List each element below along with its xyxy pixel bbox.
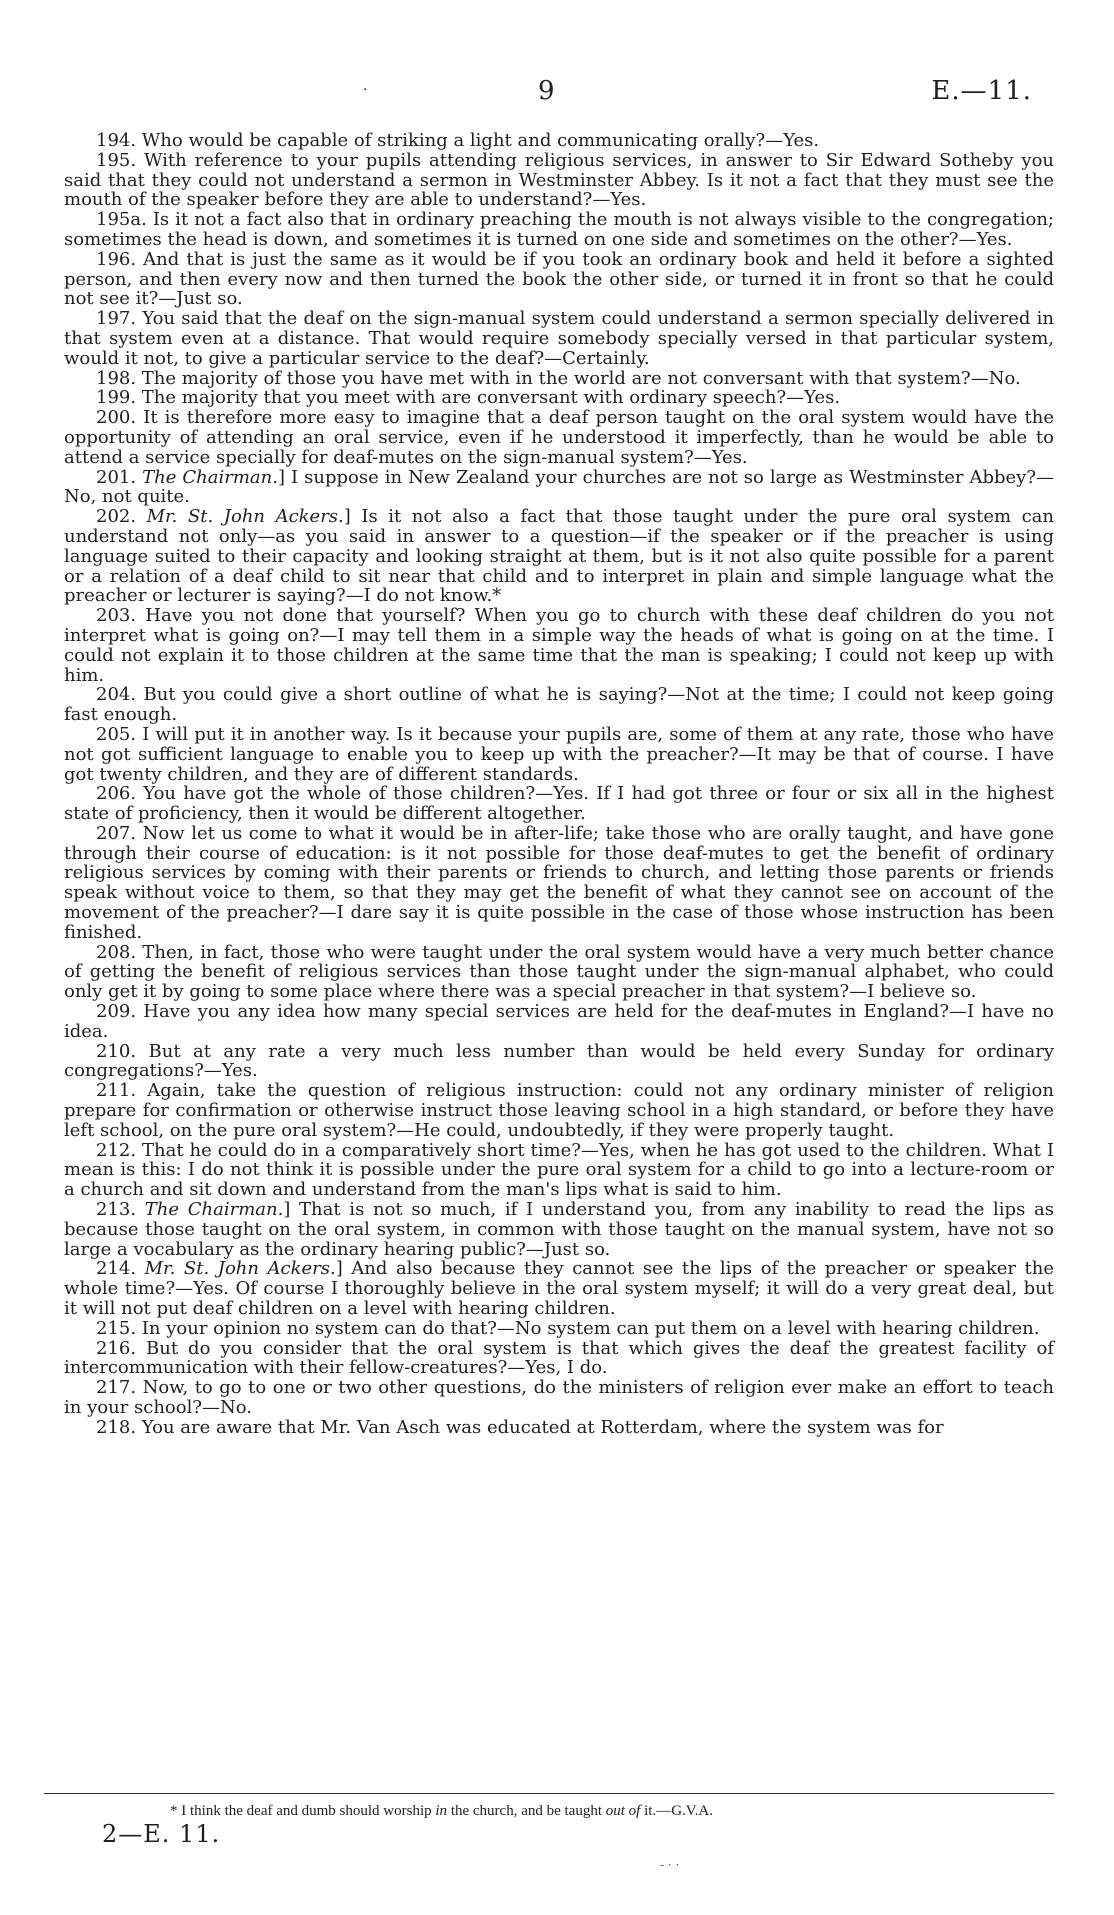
question-number: 194.	[96, 130, 137, 151]
paragraph-text: Now, to go to one or two other questions, do the ministers of religion ever make an effort to teach in your school?—No.	[64, 1377, 1054, 1418]
document-reference: E.—11.	[931, 76, 1032, 106]
question-number: 216.	[96, 1337, 137, 1359]
question-number: 195a.	[96, 209, 147, 231]
speaker-bracket: ]	[335, 1258, 343, 1280]
speaker-name: Mr. St. John Ackers.	[146, 506, 344, 528]
footnote: * I think the deaf and dumb should worship in the church, and be taught out of it.—G.V.A.	[170, 1803, 714, 1819]
paragraph	[64, 369, 1054, 389]
paragraph-text: Is it not also a fact that those taught under the pure oral system can understand not only—as you said in answer to a question—if the speaker or if the preacher is using language suited to their capacity and looking straight at them, but is it not also quite possible for a parent or a relation of a deaf child to sit near that child and to interpret in plain and simple language what the preacher or lecturer is saying?—I do not know.*	[64, 506, 1054, 607]
spacer	[136, 506, 147, 527]
paragraph-text: In your opinion no system can do that?—No system can put them on a level with hearing children.	[136, 1317, 1040, 1339]
question-number: 203.	[96, 605, 137, 627]
question-number: 201.	[96, 466, 137, 488]
spacer	[136, 1258, 145, 1279]
paragraph	[64, 131, 1054, 151]
paragraph-text: The majority of those you have met with in the world are not conversant with that system?—No.	[136, 367, 1021, 389]
question-number: 218.	[96, 1416, 137, 1438]
question-number: 196.	[96, 248, 137, 270]
page-number: 9	[538, 76, 555, 106]
speaker-bracket: ]	[283, 1199, 291, 1221]
paragraph	[64, 943, 1054, 1002]
paragraph-text: But do you consider that the oral system is that which gives the deaf the greatest facility of intercommunication with their fellow-creatures?—Yes, I do.	[64, 1337, 1054, 1379]
paragraph	[64, 725, 1054, 784]
question-number: 200.	[96, 407, 137, 429]
speaker-name: The Chairman.	[144, 1199, 284, 1221]
question-number: 206.	[96, 783, 137, 805]
paragraph-text: Again, take the question of religious instruction: could not any ordinary minister of religion prepare for confirmation or otherwise instruct those leaving school in a high standard, or before they have left school, on the pure oral system?—He could, undoubtedly, if they were properly taught.	[64, 1080, 1054, 1141]
paragraph	[64, 606, 1054, 685]
question-number: 202.	[96, 506, 137, 528]
paragraph-text: I will put it in another way. Is it because your pupils are, some of them at any rate, those who have not got sufficient language to enable you to keep up with the preacher?—It may be that of course. I have got twenty children, and they are of different standards.	[64, 723, 1054, 785]
question-number: 214.	[96, 1258, 137, 1280]
paragraph	[64, 1081, 1054, 1140]
footnote-rule	[44, 1793, 1054, 1794]
speaker-name: Mr. St. John Ackers.	[144, 1258, 336, 1280]
paragraph	[64, 824, 1054, 943]
paragraph	[64, 151, 1054, 210]
paragraph-text: Now let us come to what it would be in after-life; take those who are orally taught, and have gone through their course of education: is it not possible for those deaf-mutes to get the benefit of ordinary religious services by coming with their parents or friends to church, and letting those parents or friends speak without voice to them, so that they may get the benefit of what they cannot see on account of the movement of the preacher?—I dare say it is quite possible in the case of those whose instruction has been finished.	[64, 822, 1054, 943]
paragraph-text: It is therefore more easy to imagine that a deaf person taught on the oral system would have the opportunity of attending an oral service, even if he understood it imperfectly, than he would be able to attend a service specially for deaf-mutes on the sign-manual system?—Yes.	[64, 407, 1054, 468]
paragraph	[64, 1418, 1054, 1438]
page-header	[0, 76, 1114, 106]
paragraph	[64, 468, 1054, 508]
paragraph	[64, 1141, 1054, 1200]
paragraph-text: You said that the deaf on the sign-manual system could understand a sermon specially delivered in that system even at a distance. That would require somebody specially versed in that particular system, would it not, to give a particular service to the deaf?—Certainly.	[64, 308, 1054, 369]
paragraph-text: Have you not done that yourself? When you go to church with these deaf children do you not interpret what is going on?—I may tell them in a simple way the heads of what is going on at the time. I could not explain it to those children at the same time that the man is speaking; I could not keep up with him.	[64, 605, 1054, 686]
spacer	[136, 1199, 145, 1220]
paragraph-text: Who would be capable of striking a light and communicating orally?—Yes.	[136, 130, 820, 151]
paragraph	[64, 250, 1054, 309]
paragraph-text: That he could do in a comparatively short time?—Yes, when he has got used to the children. What I mean is this: I do not think it is possible under the pure oral system for a child to go into a lecture-room or a church and sit down and understand from the man's lips what is said to him.	[64, 1139, 1054, 1201]
question-number: 213.	[96, 1199, 137, 1221]
paragraph-text: But you could give a short outline of what he is saying?—Not at the time; I could not keep going fast enough.	[64, 684, 1054, 726]
stray-marks: - · ·	[660, 1858, 680, 1872]
paragraph-text: Then, in fact, those who were taught under the oral system would have a very much better chance of getting the benefit of religious services than those taught under the sign-manual alphabet, who could only get it by going to some place where there was a special preacher in that system?—I believe so.	[64, 941, 1054, 1003]
paragraph	[64, 309, 1054, 368]
speaker-bracket: ]	[343, 506, 351, 528]
paragraph-text: You have got the whole of those children?—Yes. If I had got three or four or six all in the highest state of proficiency, then it would be different altogether.	[64, 783, 1054, 825]
paragraph-text: Is it not a fact also that in ordinary preaching the mouth is not always visible to the congregation; sometimes the head is down, and sometimes it is turned on one side and sometimes on the other?—Yes.	[64, 209, 1054, 250]
question-number: 207.	[96, 822, 137, 844]
question-number: 208.	[96, 941, 137, 963]
question-number: 211.	[96, 1080, 137, 1102]
question-number: 209.	[96, 1001, 137, 1023]
question-number: 217.	[96, 1377, 137, 1399]
paragraph	[64, 1259, 1054, 1318]
question-number: 199.	[96, 387, 137, 409]
paragraph-text: The majority that you meet with are conversant with ordinary speech?—Yes.	[136, 387, 841, 409]
paragraph-text: That is not so much, if I understand you, from any inability to read the lips as because those taught on the oral system, in common with those taught on the manual system, have not so large a vocabulary as the ordinary hearing public?—Just so.	[64, 1199, 1054, 1260]
paragraph	[64, 685, 1054, 725]
paragraph	[64, 408, 1054, 467]
paragraph	[64, 388, 1054, 408]
question-number: 210.	[96, 1040, 137, 1062]
stray-mark: ·	[363, 82, 368, 98]
printer-signature: 2—E. 11.	[102, 1820, 221, 1848]
question-number: 205.	[96, 723, 137, 745]
paragraph	[64, 210, 1054, 250]
paragraph	[64, 507, 1054, 606]
paragraph	[64, 1339, 1054, 1379]
paragraph-text: I suppose in New Zealand your churches are not so large as Westminster Abbey?—No, not quite.	[64, 466, 1054, 508]
body-text	[64, 131, 1054, 1438]
paragraph	[64, 1378, 1054, 1418]
speaker-bracket: ]	[277, 466, 285, 488]
speaker-name: The Chairman.	[142, 466, 278, 488]
paragraph	[64, 1200, 1054, 1259]
paragraph-text: Have you any idea how many special services are held for the deaf-mutes in England?—I have no idea.	[64, 1001, 1054, 1042]
paragraph-text: You are aware that Mr. Van Asch was educated at Rotterdam, where the system was for	[136, 1416, 944, 1438]
paragraph-text: But at any rate a very much less number than would be held every Sunday for ordinary congregations?—Yes.	[64, 1040, 1054, 1082]
paragraph	[64, 1042, 1054, 1082]
question-number: 215.	[96, 1317, 137, 1339]
paragraph-text: And also because they cannot see the lips of the preacher or speaker the whole time?—Yes. Of course I thoroughly believe in the oral system myself; it will do a very great deal, but it will not put deaf children on a level with hearing children.	[64, 1258, 1055, 1320]
question-number: 197.	[96, 308, 137, 330]
paragraph	[64, 1002, 1054, 1042]
question-number: 195.	[96, 149, 137, 171]
paragraph-text: With reference to your pupils attending religious services, in answer to Sir Edward Sotheby you said that they could not understand a sermon in Westminster Abbey. Is it not a fact that they must see the mouth of the speaker before they are able to understand?—Yes.	[64, 149, 1054, 211]
paragraph	[64, 784, 1054, 824]
paragraph	[64, 1319, 1054, 1339]
paragraph-text: And that is just the same as it would be if you took an ordinary book and held it before a sighted person, and then every now and then turned the book the other side, or turned it in front so that he could not see it?—Just so.	[64, 248, 1054, 310]
question-number: 198.	[96, 367, 137, 389]
question-number: 204.	[96, 684, 137, 706]
question-number: 212.	[96, 1139, 137, 1161]
